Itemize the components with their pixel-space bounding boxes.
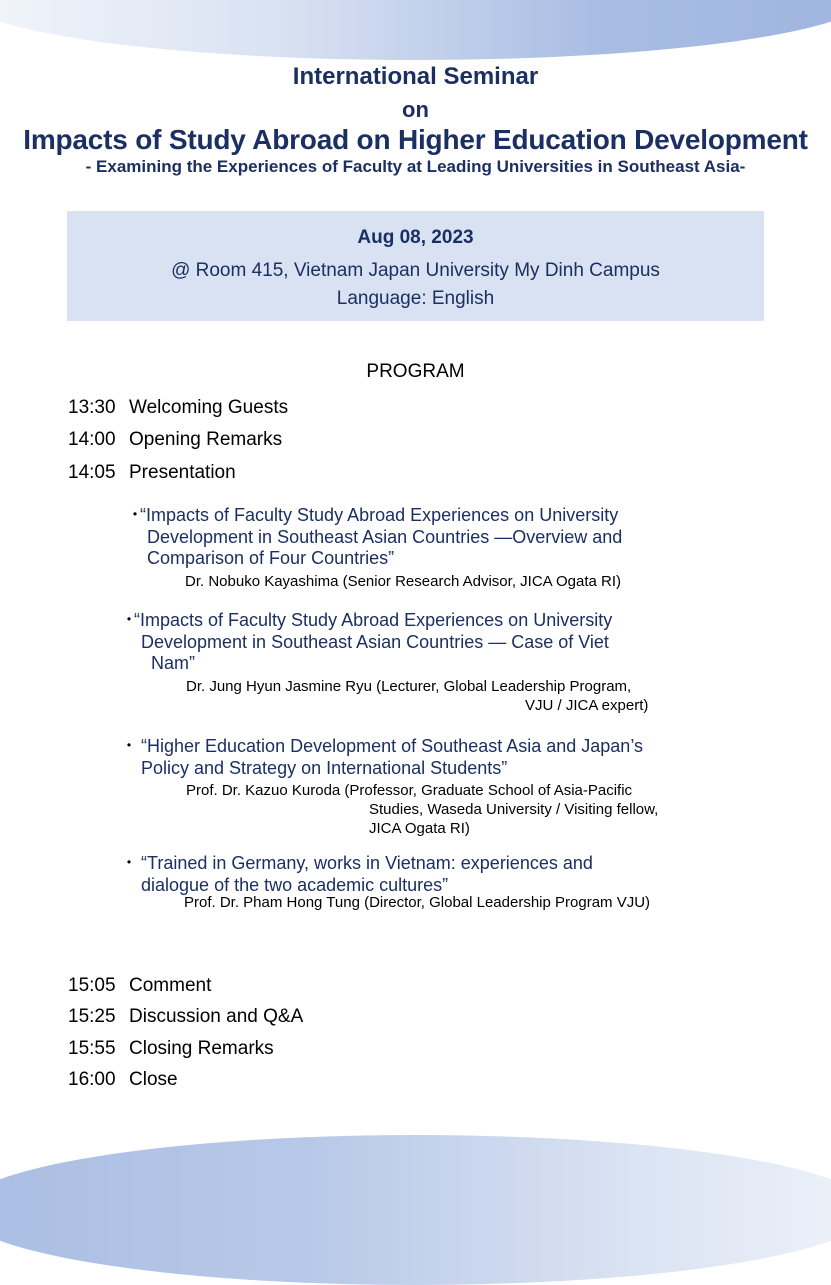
program-item [68, 1069, 178, 1091]
speaker-line: Prof. Dr. Pham Hong Tung (Director, Global Leadership Program VJU) [184, 894, 651, 911]
program-item-label: Opening Remarks [129, 429, 283, 450]
program-item-time: 16:00 [68, 1069, 116, 1090]
program-item [68, 1006, 303, 1028]
program-item-label: Presentation [129, 462, 236, 483]
program-item-time: 14:05 [68, 462, 116, 483]
program-item-label: Close [129, 1069, 178, 1090]
speaker-line: Prof. Dr. Kazuo Kuroda (Professor, Graduate School of Asia-Pacific [186, 782, 633, 799]
seminar-title-on: on [402, 97, 429, 122]
program-item-label: Comment [129, 975, 212, 996]
program-item-time: 13:30 [68, 397, 116, 418]
presentation-title-line: “Impacts of Faculty Study Abroad Experiences on University [134, 610, 613, 630]
presentation-title-line: Development in Southeast Asian Countries — Case of Viet [141, 631, 609, 652]
presentation-title-line: Development in Southeast Asian Countries —Overview and [147, 526, 623, 547]
speaker-line: Dr. Jung Hyun Jasmine Ryu (Lecturer, Global Leadership Program, [186, 678, 632, 695]
presentation-title-line: “Impacts of Faculty Study Abroad Experiences on University [140, 505, 619, 525]
seminar-main-title: Impacts of Study Abroad on Higher Education Development [23, 124, 808, 155]
presentation-speaker [184, 893, 650, 912]
presentation-title [120, 853, 593, 896]
bullet-marker: ・ [120, 736, 138, 756]
speaker-line: VJU / JICA expert) [525, 697, 649, 714]
seminar-title: International Seminar [292, 63, 539, 90]
program-item-label: Closing Remarks [129, 1038, 274, 1059]
presentation-title-line: dialogue of the two academic cultures” [141, 874, 449, 895]
bullet-marker: ・ [126, 505, 144, 525]
presentation-title-line: Policy and Strategy on International Students” [141, 757, 508, 778]
presentation-title-line: Comparison of Four Countries” [147, 548, 395, 568]
bullet-marker: ・ [120, 853, 138, 873]
presentation-speaker [185, 572, 621, 591]
presentation-speaker [186, 677, 648, 715]
bullet-marker: ・ [120, 610, 138, 630]
presentation-title-line: “Higher Education Development of Southeast Asia and Japan’s [141, 736, 643, 756]
program-item-time: 14:00 [68, 429, 116, 450]
program-item-time: 15:25 [68, 1006, 116, 1027]
presentation-title-line: “Trained in Germany, works in Vietnam: experiences and [141, 853, 593, 873]
program-heading: PROGRAM [366, 361, 465, 382]
presentation-title [120, 610, 613, 675]
program-item [68, 429, 282, 451]
event-venue: @ Room 415, Vietnam Japan University My Dinh Campus [171, 260, 660, 281]
speaker-line: Dr. Nobuko Kayashima (Senior Research Advisor, JICA Ogata RI) [185, 573, 622, 590]
speaker-line: Studies, Waseda University / Visiting fellow, [369, 801, 659, 818]
presentation-title [126, 505, 623, 570]
top-wave-decoration [0, 0, 831, 60]
program-item-time: 15:55 [68, 1038, 116, 1059]
presentation-title [120, 736, 643, 779]
bottom-wave-decoration [0, 1135, 831, 1285]
speaker-line: JICA Ogata RI) [369, 820, 470, 837]
program-item-label: Discussion and Q&A [129, 1006, 304, 1027]
event-language: Language: English [336, 288, 495, 309]
program-item [68, 1038, 274, 1060]
program-item-label: Welcoming Guests [129, 397, 289, 418]
presentation-title-line: Nam” [151, 653, 195, 673]
event-info-box [67, 211, 764, 321]
presentation-speaker [186, 781, 658, 838]
program-item-time: 15:05 [68, 975, 116, 996]
program-item [68, 397, 288, 419]
event-date: Aug 08, 2023 [357, 227, 474, 248]
program-item [68, 975, 211, 997]
seminar-subtitle: - Examining the Experiences of Faculty at Leading Universities in Southeast Asia- [85, 157, 746, 176]
program-item [68, 462, 236, 484]
